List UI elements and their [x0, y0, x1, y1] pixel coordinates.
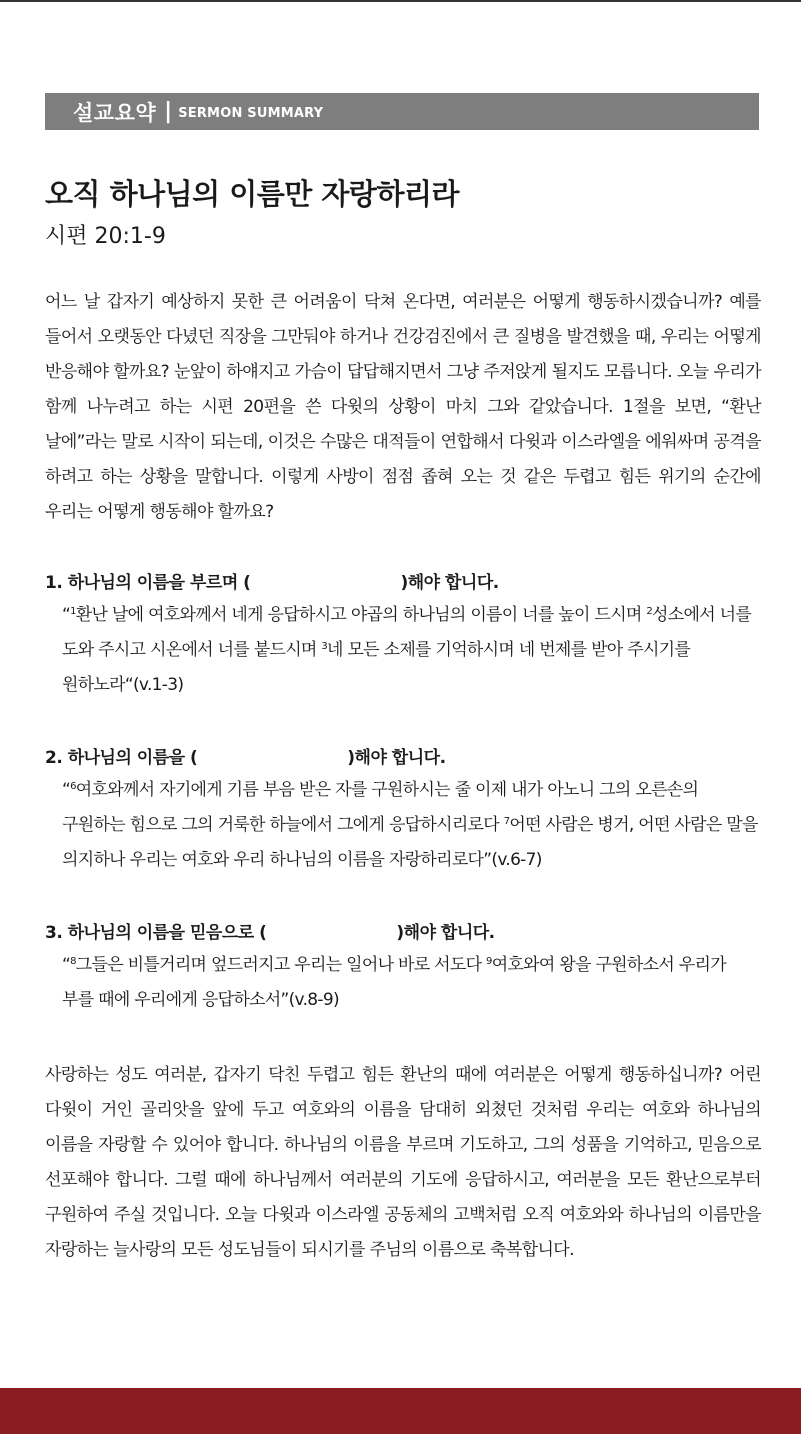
verse-text: 성소에서 너를 도와 주시고 시온에서 너를 붙드시며 [62, 605, 752, 660]
verse-text: 어떤 사람은 병거, 어떤 사람은 말을 의지하나 우리는 여호와 우리 하나님의 이름을 자랑하리로다 [62, 815, 758, 870]
verse-quote: “$^8$그들은 비틀거리며 엎드러지고 우리는 일어나 바로 서도다 $^9$여호와여 왕을 구원하소서 우리가 부를 때에 우리에게 응답하소서”(v.8-9) [62, 955, 726, 1010]
sermon-point-2 [45, 745, 761, 878]
verse-number: 9 [486, 956, 492, 967]
sermon-point-3 [45, 920, 761, 1018]
footer-bar [0, 1388, 801, 1434]
verse-text: 여호와여 왕을 구원하소서 우리가 부를 때에 우리에게 응답하소서 [62, 955, 726, 1010]
sermon-title: 오직 하나님의 이름만 자랑하리라 [45, 177, 459, 211]
point-heading-before: 1. 하나님의 이름을 부르며 ( [45, 573, 251, 593]
verse-number: 1 [70, 606, 76, 617]
verse-quote: “$^6$여호와께서 자기에게 기름 부음 받은 자를 구원하시는 줄 이제 내가 아노니 그의 오른손의 구원하는 힘으로 그의 거룩한 하늘에서 그에게 응답하시리로다 $^7$어떤 사람은 병거, 어떤 사람은 말을 의지하나 우리는 여호와 우리 하나님의 이름을 자랑하리로다”(v.6-7) [62, 780, 758, 870]
verse-number: 8 [70, 956, 76, 967]
section-label-separator: | [164, 99, 173, 124]
verse-number: 6 [70, 781, 76, 792]
point-heading [45, 745, 761, 771]
verse-text: 여호와께서 자기에게 기름 부음 받은 자를 구원하시는 줄 이제 내가 아노니 그의 오른손의 구원하는 힘으로 그의 거룩한 하늘에서 그에게 응답하시리로다 [62, 780, 699, 835]
verse-text: 환난 날에 여호와께서 네게 응답하시고 야곱의 하나님의 이름이 너를 높이 드시며 [75, 605, 647, 625]
point-heading [45, 570, 761, 596]
verse-text: 네 모든 소제를 기억하시며 네 번제를 받아 주시기를 원하노라 [62, 640, 691, 695]
verse-number: 7 [503, 816, 510, 827]
sermon-point-1 [45, 570, 761, 703]
point-heading [45, 920, 761, 946]
verse-quote: “$^1$환난 날에 여호와께서 네게 응답하시고 야곱의 하나님의 이름이 너를 높이 드시며 $^2$성소에서 너를 도와 주시고 시온에서 너를 붙드시며 $^3$네 모든 소제를 기억하시며 네 번제를 받아 주시기를 원하노라“(v.1-3) [62, 605, 752, 695]
section-label-english: SERMON SUMMARY [178, 105, 324, 121]
point-heading-before: 3. 하나님의 이름을 믿음으로 ( [45, 923, 267, 943]
point-heading-before: 2. 하나님의 이름을 ( [45, 748, 198, 768]
conclusion-paragraph: 사랑하는 성도 여러분, 갑자기 닥친 두렵고 힘든 환난의 때에 여러분은 어떻게 행동하십니까? 어린 다윗이 거인 골리앗을 앞에 두고 여호와의 이름을 담대히 외쳤던 것처럼 우리는 여호와 하나님의 이름을 자랑할 수 있어야 합니다. 하나님의 이름을 부르며 기도하고, 그의 성품을 기억하고, 믿음으로 선포해야 합니다. 그럴 때에 하나님께서 여러분의 기도에 응답하시고, 여러분을 모든 환난으로부터 구원하여 주실 것입니다. 오늘 다윗과 이스라엘 공동체의 고백처럼 오직 여호와와 하나님의 이름만을 자랑하는 늘사랑의 모든 성도님들이 되시기를 주님의 이름으로 축복합니다. [45, 1065, 761, 1260]
intro-paragraph: 어느 날 갑자기 예상하지 못한 큰 어려움이 닥쳐 온다면, 여러분은 어떻게 행동하시겠습니까? 예를 들어서 오랫동안 다녔던 직장을 그만둬야 하거나 건강검진에서 큰 질병을 발견했을 때, 우리는 어떻게 반응해야 할까요? 눈앞이 하얘지고 가슴이 답답해지면서 그냥 주저앉게 될지도 모릅니다. 오늘 우리가 함께 나누려고 하는 시편 20편을 쓴 다윗의 상황이 마치 그와 같았습니다. 1절을 보면, “환난 날에”라는 말로 시작이 되는데, 이것은 수많은 대적들이 연합해서 다윗과 이스라엘을 에워싸며 공격을 하려고 하는 상황을 말합니다. 이렇게 사방이 점점 좁혀 오는 것 같은 두렵고 힘든 위기의 순간에 우리는 어떻게 행동해야 할까요? [45, 292, 761, 522]
scripture-reference: 시편 20:1-9 [45, 224, 166, 249]
verse-citation: (v.6-7) [491, 850, 542, 870]
section-label-korean: 설교요약 [73, 100, 157, 125]
verse-text: 그들은 비틀거리며 엎드러지고 우리는 일어나 바로 서도다 [75, 955, 487, 975]
verse-citation: (v.8-9) [288, 990, 339, 1010]
verse-citation: (v.1-3) [133, 675, 184, 695]
verse-number: 2 [646, 606, 653, 617]
point-heading-after: )해야 합니다. [347, 748, 446, 768]
point-heading-after: )해야 합니다. [396, 923, 495, 943]
section-header-bar [45, 93, 759, 130]
verse-number: 3 [321, 641, 328, 652]
point-heading-after: )해야 합니다. [400, 573, 499, 593]
